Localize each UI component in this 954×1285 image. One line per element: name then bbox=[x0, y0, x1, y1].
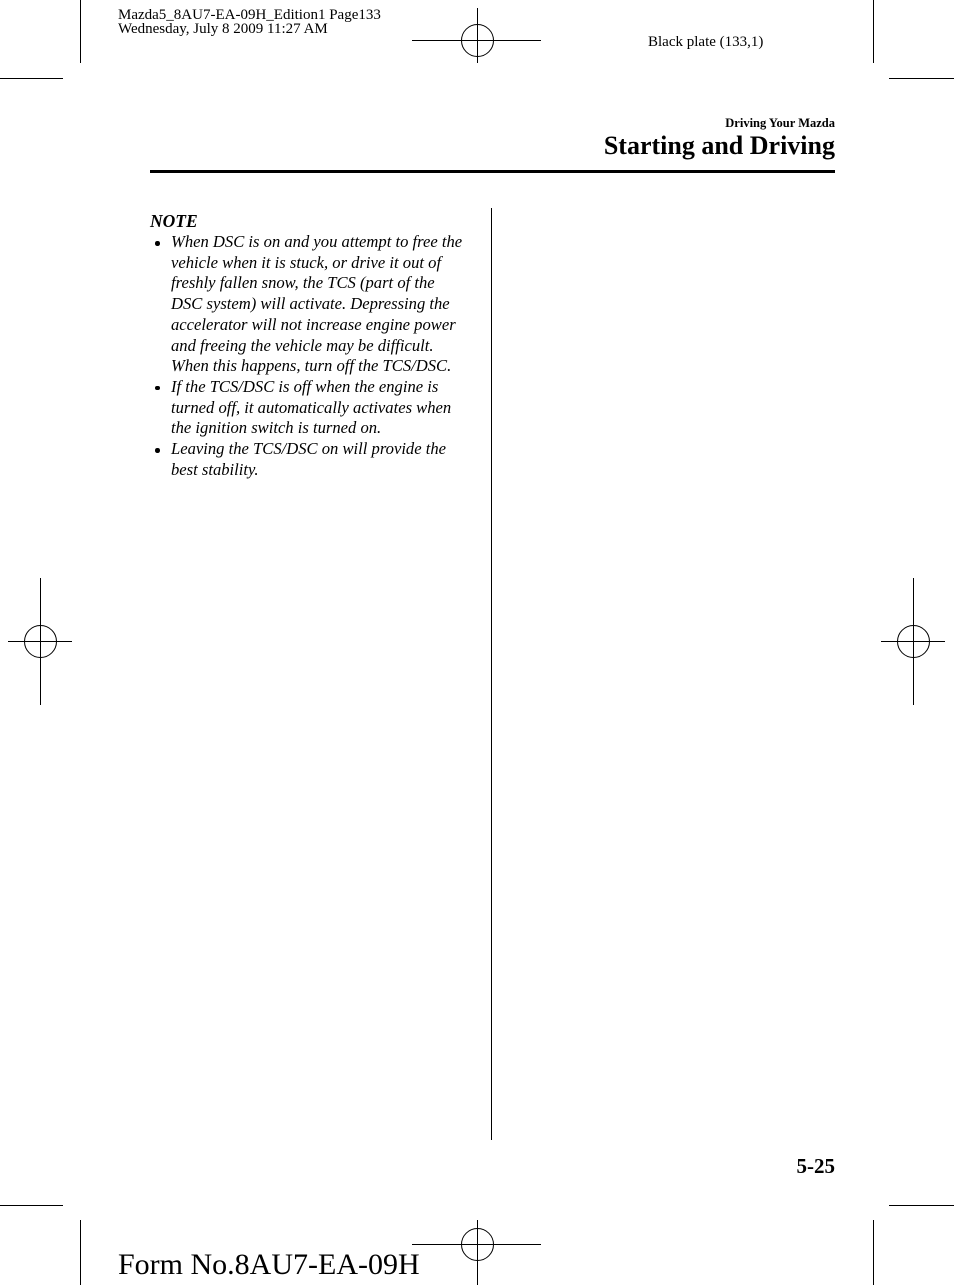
page-number: 5-25 bbox=[796, 1154, 835, 1178]
print-date-line: Wednesday, July 8 2009 11:27 AM bbox=[118, 20, 328, 37]
note-heading: NOTE bbox=[150, 211, 198, 231]
registration-mark-right bbox=[881, 578, 945, 705]
crop-mark-top-left bbox=[0, 0, 81, 79]
note-line: best stability. bbox=[171, 459, 259, 479]
bullet-dot-icon bbox=[155, 241, 160, 246]
note-line: Leaving the TCS/DSC on will provide the bbox=[171, 439, 447, 459]
registration-mark-left bbox=[8, 578, 72, 705]
page-title: Starting and Driving bbox=[603, 131, 835, 160]
crop-mark-bottom-right bbox=[874, 1206, 954, 1285]
crop-mark-bottom-left bbox=[0, 1206, 81, 1285]
note-bullet-item bbox=[171, 377, 462, 439]
note-bullet-item bbox=[171, 439, 462, 480]
registration-mark-bottom bbox=[412, 1220, 541, 1285]
crop-mark-top-right bbox=[874, 0, 954, 79]
section-label: Driving Your Mazda bbox=[725, 116, 835, 130]
note-list bbox=[171, 232, 462, 480]
note-line: and freeing the vehicle may be difficult. bbox=[171, 335, 434, 355]
note-line: accelerator will not increase engine power bbox=[171, 314, 456, 334]
note-line: vehicle when it is stuck, or drive it out of bbox=[171, 252, 442, 272]
note-bullet-item bbox=[171, 232, 462, 377]
bullet-dot-icon bbox=[155, 386, 160, 391]
note-line: the ignition switch is turned on. bbox=[171, 418, 382, 438]
note-line: If the TCS/DSC is off when the engine is bbox=[171, 376, 439, 396]
print-job-line: Mazda5_8AU7-EA-09H_Edition1 Page133 bbox=[118, 7, 381, 23]
bullet-dot-icon bbox=[155, 448, 160, 453]
note-line: turned off, it automatically activates when bbox=[171, 397, 452, 417]
title-rule bbox=[150, 170, 835, 173]
form-number: Form No.8AU7-EA-09H bbox=[118, 1248, 420, 1281]
column-divider bbox=[491, 208, 492, 1140]
registration-mark-top bbox=[412, 8, 541, 63]
note-line: freshly fallen snow, the TCS (part of the bbox=[171, 273, 435, 293]
note-line: DSC system) will activate. Depressing the bbox=[171, 294, 450, 314]
note-line: When DSC is on and you attempt to free the bbox=[171, 232, 463, 251]
print-job-info bbox=[118, 9, 381, 36]
note-line: When this happens, turn off the TCS/DSC. bbox=[171, 356, 452, 376]
plate-label: Black plate (133,1) bbox=[648, 34, 764, 50]
